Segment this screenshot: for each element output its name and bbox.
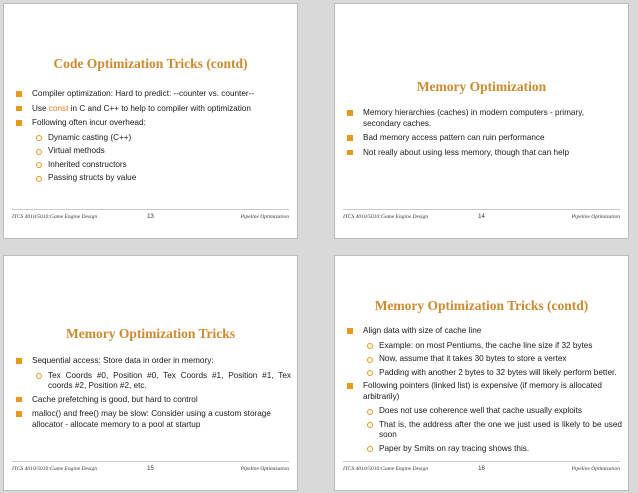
square-bullet-icon [16, 411, 22, 417]
slide-body [10, 356, 291, 434]
list-item [341, 381, 622, 402]
circle-bullet-icon [367, 422, 373, 428]
item-text: Compiler optimization: Hard to predict: --counter vs. counter-- [32, 89, 255, 98]
item-text: Bad memory access pattern can ruin performance [363, 133, 545, 142]
square-bullet-icon [347, 150, 353, 156]
footer-topic: Pipeline Optimization [240, 214, 289, 220]
sub-item-text: That is, the address after the one we just used is likely to be used soon [379, 419, 622, 439]
sub-item-text: Virtual methods [48, 146, 105, 155]
slide-title: Code Optimization Tricks (contd) [53, 56, 248, 71]
list-item [341, 108, 622, 129]
item-text: malloc() and free() may be slow: Consider using a custom storage allocator - allocate memory to a pool at startup [32, 409, 271, 429]
sub-item-text: Now, assume that it takes 30 bytes to store a vertex [379, 354, 567, 363]
list-item [341, 148, 622, 159]
slide-16 [334, 255, 629, 491]
circle-bullet-icon [367, 357, 373, 363]
slide-14 [334, 3, 629, 239]
square-bullet-icon [16, 106, 22, 112]
footer-course: ITCS 4010/5010:Game Engine Design [343, 466, 429, 472]
list-item [10, 356, 291, 367]
circle-bullet-icon [36, 373, 42, 379]
slide-body [10, 89, 291, 187]
list-item [10, 395, 291, 406]
list-item [10, 409, 291, 430]
item-text: Not really about using less memory, though that can help [363, 147, 570, 157]
circle-bullet-icon [367, 409, 373, 415]
slide-footer [343, 461, 620, 476]
sub-item [341, 341, 622, 352]
footer-topic: Pipeline Optimization [240, 466, 289, 472]
square-bullet-icon [16, 358, 22, 364]
sub-item [341, 354, 622, 365]
keyword-const: const [48, 103, 69, 113]
slide-title: Memory Optimization [416, 79, 547, 94]
list-item [10, 104, 291, 115]
sub-item [10, 160, 291, 171]
list-item [341, 133, 622, 144]
slide-body [341, 326, 622, 457]
slide-footer [12, 209, 289, 224]
circle-bullet-icon [36, 162, 42, 168]
sub-item [341, 444, 622, 455]
circle-bullet-icon [36, 176, 42, 182]
circle-bullet-icon [367, 446, 373, 452]
circle-bullet-icon [367, 343, 373, 349]
sub-item [341, 406, 622, 417]
item-text: Following pointers (linked list) is expensive (if memory is allocated arbitrarily) [363, 381, 602, 401]
sub-item-text: Padding with another 2 bytes to 32 bytes will likely perform better. [379, 367, 617, 377]
slide-title: Memory Optimization Tricks (contd) [374, 298, 589, 313]
square-bullet-icon [347, 383, 353, 389]
page-number: 13 [147, 214, 154, 220]
slide-15 [3, 255, 298, 491]
square-bullet-icon [347, 110, 353, 116]
item-text: Align data with size of cache line [363, 326, 482, 335]
sub-item [341, 420, 622, 441]
square-bullet-icon [16, 91, 22, 97]
item-text: Following often incur overhead: [32, 118, 146, 127]
sub-item [10, 133, 291, 144]
sub-item [10, 371, 291, 392]
square-bullet-icon [347, 328, 353, 334]
page-number: 15 [147, 466, 154, 472]
slide-13 [3, 3, 298, 239]
list-item [341, 326, 622, 337]
footer-topic: Pipeline Optimization [571, 214, 620, 220]
page-number: 16 [478, 466, 485, 472]
square-bullet-icon [16, 397, 22, 403]
slide-body [341, 108, 622, 162]
sub-item [10, 173, 291, 184]
square-bullet-icon [16, 120, 22, 126]
slide-footer [12, 461, 289, 476]
item-text: Cache prefetching is good, but hard to control [32, 394, 198, 404]
sub-item-text: Passing structs by value [48, 173, 137, 182]
circle-bullet-icon [36, 149, 42, 155]
item-text-post: in C and C++ to help to compiler with optimization [68, 103, 251, 113]
circle-bullet-icon [367, 370, 373, 376]
footer-course: ITCS 4010/5010:Game Engine Design [12, 214, 98, 220]
list-item [10, 118, 291, 129]
item-text: Sequential access: Store data in order in memory: [32, 356, 214, 365]
square-bullet-icon [347, 135, 353, 141]
sub-item [341, 368, 622, 379]
list-item [10, 89, 291, 100]
item-text: Memory hierarchies (caches) in modern computers - primary, secondary caches. [363, 108, 584, 128]
footer-course: ITCS 4010/5010:Game Engine Design [12, 466, 98, 472]
sub-item-text: Does not use coherence well that cache usually exploits [379, 406, 582, 415]
sub-item-text: Example: on most Pentiums, the cache line size if 32 bytes [379, 340, 593, 350]
page-number: 14 [478, 214, 485, 220]
sub-item-text: Inherited constructors [48, 159, 127, 169]
sub-item [10, 146, 291, 157]
sub-item-text: Dynamic casting (C++) [48, 132, 132, 142]
sub-item-text: Paper by Smits on ray tracing shows this. [379, 443, 530, 453]
circle-bullet-icon [36, 135, 42, 141]
footer-topic: Pipeline Optimization [571, 466, 620, 472]
sub-item-text: Tex Coords #0, Position #0, Tex Coords #1, Position #1, Tex coords #2, Position #2, etc. [48, 370, 291, 390]
footer-course: ITCS 4010/5010:Game Engine Design [343, 214, 429, 220]
item-text-pre: Use [32, 103, 49, 113]
slide-footer [343, 209, 620, 224]
slide-title: Memory Optimization Tricks [66, 326, 235, 341]
